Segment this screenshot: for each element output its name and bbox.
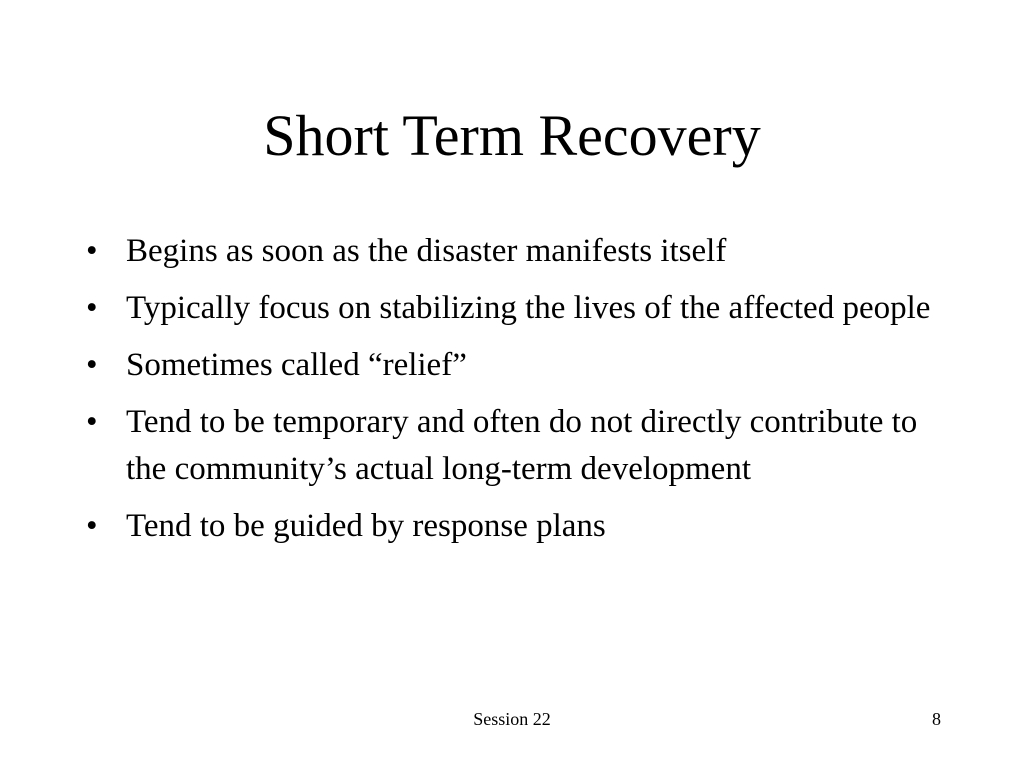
bullet-text: Begins as soon as the disaster manifests itself <box>126 233 727 269</box>
bullet-text: Sometimes called “relief” <box>126 347 467 383</box>
bullet-icon: • <box>86 404 98 440</box>
slide-title: Short Term Recovery <box>263 103 761 168</box>
bullet-icon: • <box>86 347 98 383</box>
footer-session: Session 22 <box>473 709 551 729</box>
bullet-text: Typically focus on stabilizing the lives of the affected people <box>126 290 931 326</box>
bullet-list <box>83 228 963 560</box>
bullet-item <box>83 228 963 275</box>
bullet-item <box>83 399 963 493</box>
bullet-icon: • <box>86 290 98 326</box>
bullet-icon: • <box>86 508 98 544</box>
footer-page-number: 8 <box>932 709 941 729</box>
bullet-icon: • <box>86 233 98 269</box>
bullet-item <box>83 503 963 550</box>
bullet-text: Tend to be temporary and often do not directly contribute to the community’s actual long-term development <box>126 404 918 487</box>
bullet-text: Tend to be guided by response plans <box>126 508 606 544</box>
bullet-item <box>83 342 963 389</box>
bullet-item <box>83 285 963 332</box>
